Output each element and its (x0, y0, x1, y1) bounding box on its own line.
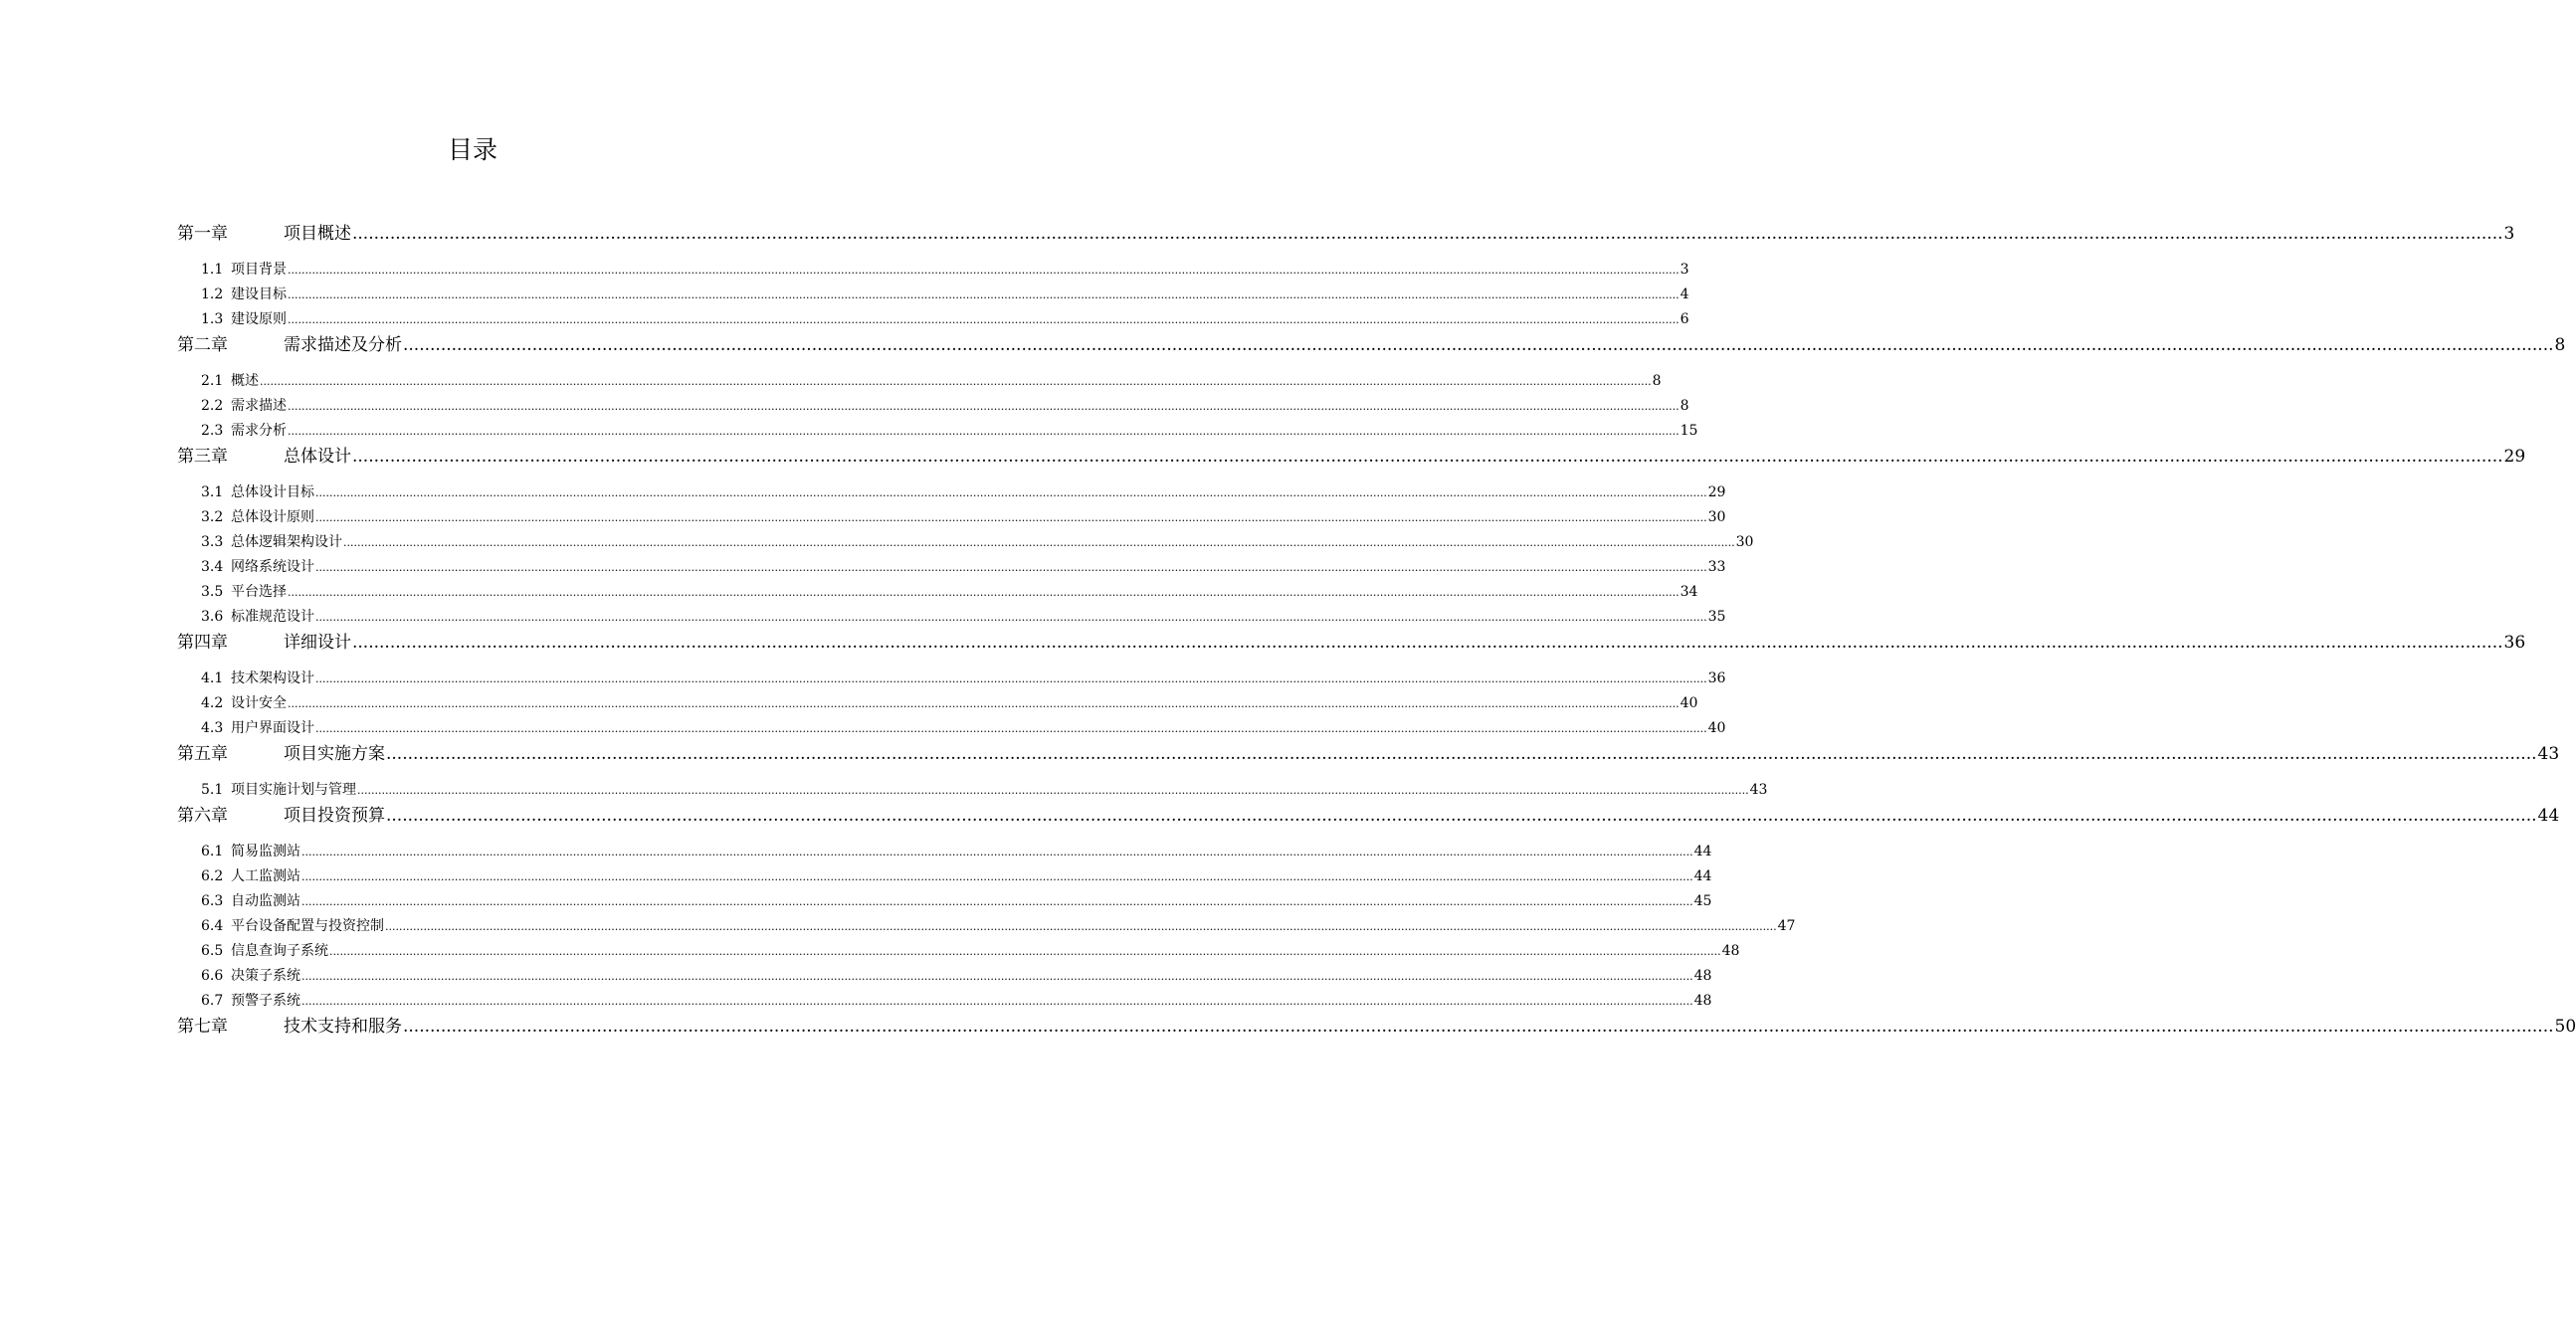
dot-leader: ................................................................................................................................................................................................................................................................................................................................................................................................................ (301, 846, 1693, 859)
dot-leader: ................................................................................................................................................................................................................................................................................................................................................................................................................ (386, 744, 2537, 764)
dot-leader: ................................................................................................................................................................................................................................................................................................................................................................................................................ (301, 970, 1693, 983)
section-number: 6.3 (201, 893, 224, 909)
section-title: 项目实施计划与管理 (231, 782, 356, 798)
section-title: 技术架构设计 (231, 670, 314, 686)
dot-leader: ................................................................................................................................................................................................................................................................................................................................................................................................................ (288, 586, 1680, 599)
section-page-number: 47 (1777, 918, 1796, 934)
toc-section-entry[interactable] (177, 419, 1698, 444)
section-title: 建设原则 (231, 311, 287, 327)
section-number: 3.3 (201, 534, 224, 550)
section-page-number: 33 (1707, 559, 1726, 575)
toc-chapter-entry[interactable] (177, 221, 2515, 248)
section-number: 4.1 (201, 670, 224, 686)
section-number: 1.2 (201, 286, 224, 302)
section-title: 项目背景 (231, 262, 287, 278)
toc-chapter-entry[interactable] (177, 1014, 2576, 1041)
toc-section-entry[interactable] (177, 283, 1689, 307)
toc-section-entry[interactable] (177, 605, 1726, 630)
dot-leader: ................................................................................................................................................................................................................................................................................................................................................................................................................ (329, 945, 1721, 958)
section-page-number: 36 (1707, 670, 1726, 686)
section-page-number: 45 (1693, 893, 1712, 909)
toc-chapter-entry[interactable] (177, 444, 2526, 471)
chapter-title: 项目投资预算 (284, 806, 385, 826)
chapter-number: 第五章 (177, 744, 228, 764)
dot-leader: ................................................................................................................................................................................................................................................................................................................................................................................................................ (288, 697, 1680, 710)
dot-leader: ................................................................................................................................................................................................................................................................................................................................................................................................................ (301, 995, 1693, 1008)
toc-section-entry[interactable] (177, 964, 1712, 989)
dot-leader: ................................................................................................................................................................................................................................................................................................................................................................................................................ (288, 264, 1680, 277)
toc-chapter-entry[interactable] (177, 630, 2526, 657)
chapter-title: 项目概述 (284, 224, 351, 244)
section-title: 标准规范设计 (231, 609, 314, 625)
chapter-number: 第一章 (177, 224, 228, 244)
page-title: 目录 (447, 135, 497, 164)
dot-leader: ................................................................................................................................................................................................................................................................................................................................................................................................................ (315, 722, 1707, 735)
dot-leader: ................................................................................................................................................................................................................................................................................................................................................................................................................ (315, 511, 1707, 524)
toc-section-entry[interactable] (177, 580, 1698, 605)
section-number: 1.3 (201, 311, 224, 327)
chapter-page-number: 8 (2554, 335, 2566, 355)
section-title: 总体设计目标 (231, 484, 314, 500)
chapter-page-number: 29 (2503, 447, 2526, 467)
section-page-number: 8 (1652, 373, 1662, 389)
section-number: 6.7 (201, 993, 224, 1009)
chapter-title: 需求描述及分析 (284, 335, 402, 355)
dot-leader: ................................................................................................................................................................................................................................................................................................................................................................................................................ (315, 561, 1707, 574)
toc-section-entry[interactable] (177, 914, 1796, 939)
section-page-number: 4 (1680, 286, 1689, 302)
section-title: 自动监测站 (231, 893, 300, 909)
section-title: 需求描述 (231, 398, 287, 414)
section-title: 预警子系统 (231, 993, 300, 1009)
toc-section-entry[interactable] (177, 394, 1689, 419)
section-number: 2.3 (201, 423, 224, 439)
chapter-page-number: 43 (2537, 744, 2560, 764)
chapter-title: 技术支持和服务 (284, 1017, 402, 1037)
dot-leader: ................................................................................................................................................................................................................................................................................................................................................................................................................ (385, 920, 1777, 933)
section-title: 信息查询子系统 (231, 943, 328, 959)
chapter-number: 第三章 (177, 447, 228, 467)
dot-leader: ................................................................................................................................................................................................................................................................................................................................................................................................................ (352, 447, 2503, 467)
section-title: 决策子系统 (231, 968, 300, 984)
section-page-number: 40 (1680, 695, 1698, 711)
section-page-number: 29 (1707, 484, 1726, 500)
chapter-number: 第二章 (177, 335, 228, 355)
toc-section-entry[interactable] (177, 258, 1689, 283)
toc-section-entry[interactable] (177, 530, 1754, 555)
section-title: 人工监测站 (231, 868, 300, 884)
section-page-number: 40 (1707, 720, 1726, 736)
toc-chapter-entry[interactable] (177, 332, 2566, 359)
chapter-title: 详细设计 (284, 633, 351, 653)
section-title: 建设目标 (231, 286, 287, 302)
section-number: 6.4 (201, 918, 224, 934)
section-title: 概述 (231, 373, 259, 389)
chapter-page-number: 50 (2554, 1017, 2576, 1037)
dot-leader: ................................................................................................................................................................................................................................................................................................................................................................................................................ (343, 536, 1735, 549)
section-number: 6.2 (201, 868, 224, 884)
toc-section-entry[interactable] (177, 369, 1662, 394)
toc-section-entry[interactable] (177, 840, 1712, 864)
section-number: 6.1 (201, 844, 224, 860)
section-title: 用户界面设计 (231, 720, 314, 736)
table-of-contents (177, 221, 2576, 1050)
section-number: 4.3 (201, 720, 224, 736)
section-page-number: 30 (1735, 534, 1754, 550)
toc-section-entry[interactable] (177, 716, 1726, 741)
dot-leader: ................................................................................................................................................................................................................................................................................................................................................................................................................ (260, 375, 1652, 388)
toc-section-entry[interactable] (177, 555, 1726, 580)
dot-leader: ................................................................................................................................................................................................................................................................................................................................................................................................................ (352, 633, 2503, 653)
dot-leader: ................................................................................................................................................................................................................................................................................................................................................................................................................ (288, 313, 1680, 326)
dot-leader: ................................................................................................................................................................................................................................................................................................................................................................................................................ (301, 895, 1693, 908)
section-title: 设计安全 (231, 695, 287, 711)
dot-leader: ................................................................................................................................................................................................................................................................................................................................................................................................................ (386, 806, 2537, 826)
dot-leader: ................................................................................................................................................................................................................................................................................................................................................................................................................ (315, 672, 1707, 685)
section-page-number: 48 (1693, 993, 1712, 1009)
section-page-number: 48 (1721, 943, 1740, 959)
section-number: 3.6 (201, 609, 224, 625)
dot-leader: ................................................................................................................................................................................................................................................................................................................................................................................................................ (288, 288, 1680, 301)
section-title: 总体逻辑架构设计 (231, 534, 342, 550)
section-number: 3.5 (201, 584, 224, 600)
chapter-number: 第四章 (177, 633, 228, 653)
section-number: 2.2 (201, 398, 224, 414)
chapter-number: 第六章 (177, 806, 228, 826)
section-number: 5.1 (201, 782, 224, 798)
dot-leader: ................................................................................................................................................................................................................................................................................................................................................................................................................ (403, 335, 2554, 355)
section-title: 网络系统设计 (231, 559, 314, 575)
toc-section-entry[interactable] (177, 778, 1768, 803)
chapter-number: 第七章 (177, 1017, 228, 1037)
dot-leader: ................................................................................................................................................................................................................................................................................................................................................................................................................ (301, 870, 1693, 883)
section-title: 平台选择 (231, 584, 287, 600)
section-page-number: 44 (1693, 844, 1712, 860)
toc-section-entry[interactable] (177, 307, 1689, 332)
toc-chapter-entry[interactable] (177, 741, 2560, 768)
section-number: 3.2 (201, 509, 224, 525)
section-title: 平台设备配置与投资控制 (231, 918, 384, 934)
section-page-number: 15 (1680, 423, 1698, 439)
chapter-page-number: 36 (2503, 633, 2526, 653)
toc-section-entry[interactable] (177, 667, 1726, 691)
dot-leader: ................................................................................................................................................................................................................................................................................................................................................................................................................ (403, 1017, 2554, 1037)
chapter-title: 项目实施方案 (284, 744, 385, 764)
dot-leader: ................................................................................................................................................................................................................................................................................................................................................................................................................ (352, 224, 2503, 244)
section-page-number: 8 (1680, 398, 1689, 414)
chapter-page-number: 44 (2537, 806, 2560, 826)
section-page-number: 6 (1680, 311, 1689, 327)
chapter-page-number: 3 (2503, 224, 2515, 244)
section-page-number: 30 (1707, 509, 1726, 525)
dot-leader: ................................................................................................................................................................................................................................................................................................................................................................................................................ (288, 425, 1680, 438)
toc-section-entry[interactable] (177, 989, 1712, 1014)
section-page-number: 35 (1707, 609, 1726, 625)
section-page-number: 34 (1680, 584, 1698, 600)
dot-leader: ................................................................................................................................................................................................................................................................................................................................................................................................................ (357, 784, 1749, 797)
section-number: 4.2 (201, 695, 224, 711)
section-page-number: 43 (1749, 782, 1768, 798)
chapter-title: 总体设计 (284, 447, 351, 467)
dot-leader: ................................................................................................................................................................................................................................................................................................................................................................................................................ (288, 400, 1680, 413)
section-page-number: 48 (1693, 968, 1712, 984)
toc-section-entry[interactable] (177, 691, 1698, 716)
section-number: 6.6 (201, 968, 224, 984)
toc-section-entry[interactable] (177, 864, 1712, 889)
toc-section-entry[interactable] (177, 480, 1726, 505)
toc-chapter-entry[interactable] (177, 803, 2560, 830)
toc-section-entry[interactable] (177, 505, 1726, 530)
section-title: 简易监测站 (231, 844, 300, 860)
section-number: 3.4 (201, 559, 224, 575)
section-title: 需求分析 (231, 423, 287, 439)
toc-section-entry[interactable] (177, 939, 1740, 964)
dot-leader: ................................................................................................................................................................................................................................................................................................................................................................................................................ (315, 486, 1707, 499)
dot-leader: ................................................................................................................................................................................................................................................................................................................................................................................................................ (315, 611, 1707, 624)
section-page-number: 3 (1680, 262, 1689, 278)
section-number: 3.1 (201, 484, 224, 500)
section-page-number: 44 (1693, 868, 1712, 884)
section-number: 6.5 (201, 943, 224, 959)
section-title: 总体设计原则 (231, 509, 314, 525)
section-number: 2.1 (201, 373, 224, 389)
toc-section-entry[interactable] (177, 889, 1712, 914)
section-number: 1.1 (201, 262, 224, 278)
